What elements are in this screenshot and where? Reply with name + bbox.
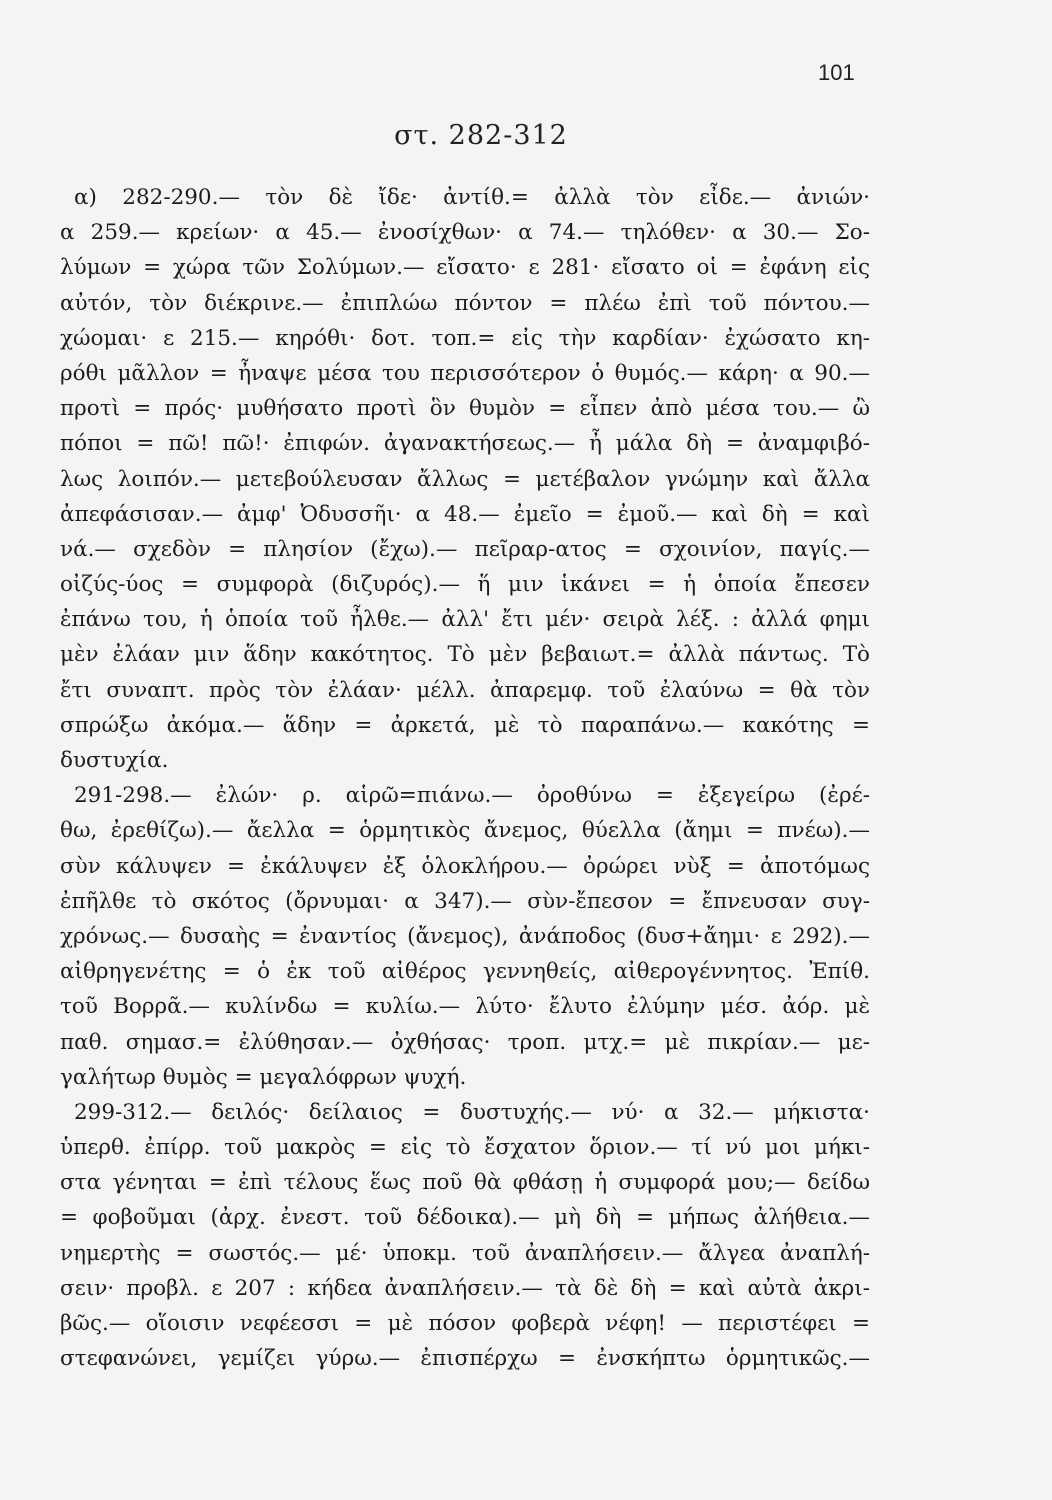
text-line: σὺν κάλυψεν = ἐκάλυψεν ἐξ ὁλοκλήρου.— ὀρώρει νὺξ = ἀποτόμως [60,853,870,879]
text-line: προτὶ = πρός· μυθήσατο προτὶ ὃν θυμὸν = εἶπεν ἀπὸ μέσα του.— ὢ [60,396,870,422]
section-heading: στ. 282-312 [394,120,568,151]
text-line: ἐπάνω του, ἡ ὁποία τοῦ ἦλθε.— ἀλλ' ἔτι μέν· σειρὰ λέξ. : ἀλλά φημι [60,607,870,633]
text-line: 291-298.— ἐλών· ρ. αἱρῶ=πιάνω.— ὀροθύνω = ἐξεγείρω (ἐρέ- [74,783,870,809]
text-line: αἰθρηγενέτης = ὁ ἐκ τοῦ αἰθέρος γεννηθείς, αἰθερογέννητος. Ἐπίθ. [60,959,870,985]
text-line: γαλήτωρ θυμὸς = μεγαλόφρων ψυχή. [60,1064,467,1090]
text-line: χώομαι· ε 215.— κηρόθι· δοτ. τοπ.= εἰς τὴν καρδίαν· ἐχώσατο κη- [60,325,870,351]
text-line: ἀπεφάσισαν.— ἀμφ' Ὀδυσσῆι· α 48.— ἐμεῖο = ἐμοῦ.— καὶ δὴ = καὶ [60,501,870,527]
commentary-text [60,180,870,1376]
text-line: ἐπῆλθε τὸ σκότος (ὄρνυμαι· α 347).— σὺν-ἔπεσον = ἔπνευσαν συγ- [60,888,870,914]
text-line: ἔτι συναπτ. πρὸς τὸν ἐλάαν· μέλλ. ἀπαρεμφ. τοῦ ἐλαύνω = θὰ τὸν [60,677,870,703]
text-line: 299-312.— δειλός· δείλαιος = δυστυχής.— νύ· α 32.— μήκιστα· [74,1099,870,1125]
text-line: χρόνως.— δυσαὴς = ἐναντίος (ἄνεμος), ἀνάποδος (δυσ+ἄημι· ε 292).— [60,923,870,949]
text-line: αὐτόν, τὸν διέκρινε.— ἐπιπλώω πόντον = πλέω ἐπὶ τοῦ πόντου.— [60,290,870,316]
text-line: ρόθι μᾶλλον = ἦναψε μέσα του περισσότερον ὁ θυμός.— κάρη· α 90.— [60,360,870,386]
text-line: α) 282-290.— τὸν δὲ ἴδε· ἀντίθ.= ἀλλὰ τὸν εἶδε.— ἀνιών· [74,185,870,210]
text-line: στεφανώνει, γεμίζει γύρω.— ἐπισπέρχω = ἐνσκήπτω ὁρμητικῶς.— [60,1346,870,1372]
text-line: σπρώξω ἀκόμα.— ἅδην = ἀρκετά, μὲ τὸ παραπάνω.— κακότης = [60,712,870,738]
text-line: θω, ἐρεθίζω).— ἄελλα = ὁρμητικὸς ἄνεμος, θύελλα (ἄημι = πνέω).— [60,818,870,844]
text-line: μὲν ἐλάαν μιν ἅδην κακότητος. Τὸ μὲν βεβαιωτ.= ἀλλὰ πάντως. Τὸ [60,642,870,668]
text-line: οἰζύς-ύος = συμφορὰ (διζυρός).— ἥ μιν ἱκάνει = ἡ ὁποία ἔπεσεν [60,572,870,598]
text-line: λύμων = χώρα τῶν Σολύμων.— εἴσατο· ε 281· εἴσατο οἱ = ἐφάνη εἰς [60,255,870,281]
text-line: λως λοιπόν.— μετεβούλευσαν ἄλλως = μετέβαλον γνώμην καὶ ἄλλα [60,466,870,492]
text-line: νά.— σχεδὸν = πλησίον (ἔχω).— πεῖραρ-ατος = σχοινίον, παγίς.— [60,536,870,562]
text-line: παθ. σημασ.= ἐλύθησαν.— ὀχθήσας· τροπ. μτχ.= μὲ πικρίαν.— με- [60,1029,870,1055]
page-number: 101 [818,60,855,85]
text-line: πόποι = πῶ! πῶ!· ἐπιφών. ἀγανακτήσεως.— ἦ μάλα δὴ = ἀναμφιβό- [60,431,870,457]
text-line: δυστυχία. [60,748,169,773]
text-line: στα γένηται = ἐπὶ τέλους ἕως ποῦ θὰ φθάσῃ ἡ συμφορά μου;— δείδω [60,1170,870,1196]
text-line: ὑπερθ. ἐπίρρ. τοῦ μακρὸς = εἰς τὸ ἔσχατον ὅριον.— τί νύ μοι μήκι- [60,1135,870,1161]
text-line: βῶς.— οἵοισιν νεφέεσσι = μὲ πόσον φοβερὰ νέφη! — περιστέφει = [60,1311,870,1336]
text-line: α 259.— κρείων· α 45.— ἐνοσίχθων· α 74.— τηλόθεν· α 30.— Σο- [60,220,870,246]
text-line: σειν· προβλ. ε 207 : κήδεα ἀναπλήσειν.— τὰ δὲ δὴ = καὶ αὐτὰ ἀκρι- [60,1275,870,1301]
text-line: τοῦ Βορρᾶ.— κυλίνδω = κυλίω.— λύτο· ἔλυτο ἐλύμην μέσ. ἀόρ. μὲ [60,994,870,1020]
text-line: = φοβοῦμαι (ἀρχ. ἐνεστ. τοῦ δέδοικα).— μὴ δὴ = μήπως ἀλήθεια.— [60,1205,870,1231]
text-line: νημερτὴς = σωστός.— μέ· ὑποκμ. τοῦ ἀναπλήσειν.— ἄλγεα ἀναπλή- [60,1240,870,1266]
